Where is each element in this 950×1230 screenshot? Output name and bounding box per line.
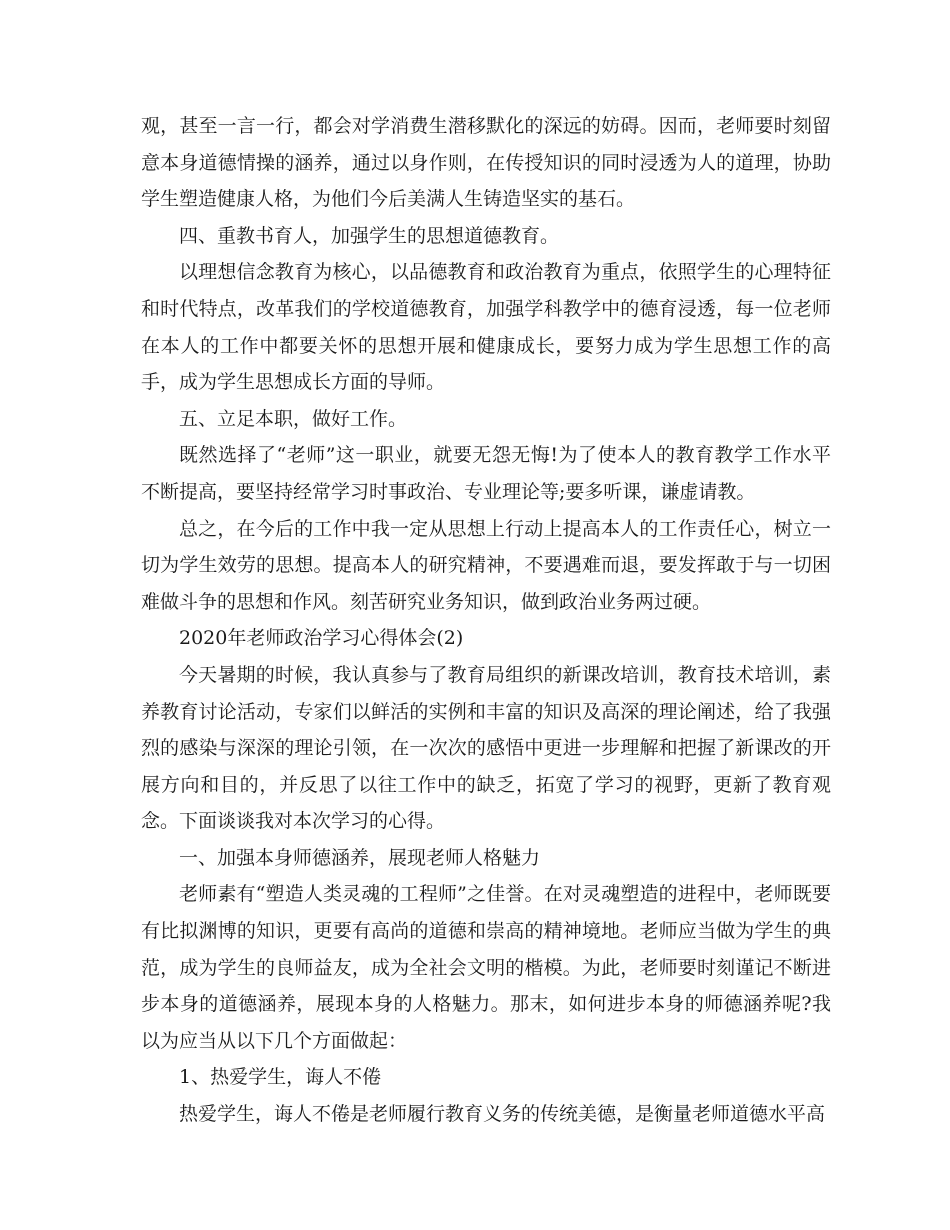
paragraph: 今天暑期的时候，我认真参与了教育局组织的新课改培训，教育技术培训，素养教育讨论活动，专家们以鲜活的实例和丰富的知识及高深的理论阐述，给了我强烈的感染与深深的理论引领，在一次次的感悟中更进一步理解和把握了新课改的开展方向和目的，并反思了以往工作中的缺乏，拓宽了学习的视野，更新了教育观念。下面谈谈我对本次学习的心得。: [141, 663, 831, 833]
paragraph: 热爱学生，诲人不倦是老师履行教育义务的传统美德，是衡量老师道德水平高: [179, 1103, 826, 1126]
section-heading-5: 五、立足本职，做好工作。: [179, 407, 408, 430]
subsection-heading-1: 1、热爱学生，诲人不倦: [179, 1066, 382, 1089]
section-heading-4: 四、重教书育人，加强学生的思想道德教育。: [179, 224, 560, 247]
section-heading-1: 一、加强本身师德涵养，展现老师人格魅力: [179, 846, 541, 869]
document-body: [141, 108, 831, 1133]
paragraph-continuation: 观，甚至一言一行，都会对学消费生潜移默化的深远的妨碍。因而，老师要时刻留意本身道德情操的涵养，通过以身作则，在传授知识的同时浸透为人的道理，协助学生塑造健康人格，为他们今后美满人生铸造坚实的基石。: [141, 115, 831, 211]
paragraph: 老师素有“塑造人类灵魂的工程师”之佳誉。在对灵魂塑造的进程中，老师既要有比拟渊博的知识，更要有高尚的道德和崇高的精神境地。老师应当做为学生的典范，成为学生的良师益友，成为全社会文明的楷模。为此，老师要时刻谨记不断进步本身的道德涵养，展现本身的人格魅力。那末，如何进步本身的师德涵养呢?我以为应当从以下几个方面做起：: [141, 883, 831, 1052]
paragraph: 总之，在今后的工作中我一定从思想上行动上提高本人的工作责任心，树立一切为学生效劳的思想。提高本人的研究精神，不要遇难而退，要发挥敢于与一切困难做斗争的思想和作风。刻苦研究业务知识，做到政治业务两过硬。: [141, 517, 831, 613]
paragraph: 以理想信念教育为核心，以品德教育和政治教育为重点，依照学生的心理特征和时代特点，改革我们的学校道德教育，加强学科教学中的德育浸透，每一位老师在本人的工作中都要关怀的思想开展和健康成长，要努力成为学生思想工作的高手，成为学生思想成长方面的导师。: [141, 261, 831, 394]
document-title: 2020年老师政治学习心得体会(2): [179, 627, 464, 650]
paragraph: 既然选择了“老师”这一职业，就要无怨无悔!为了使本人的教育教学工作水平不断提高，要坚持经常学习时事政治、专业理论等;要多听课，谦虚请教。: [141, 444, 831, 503]
